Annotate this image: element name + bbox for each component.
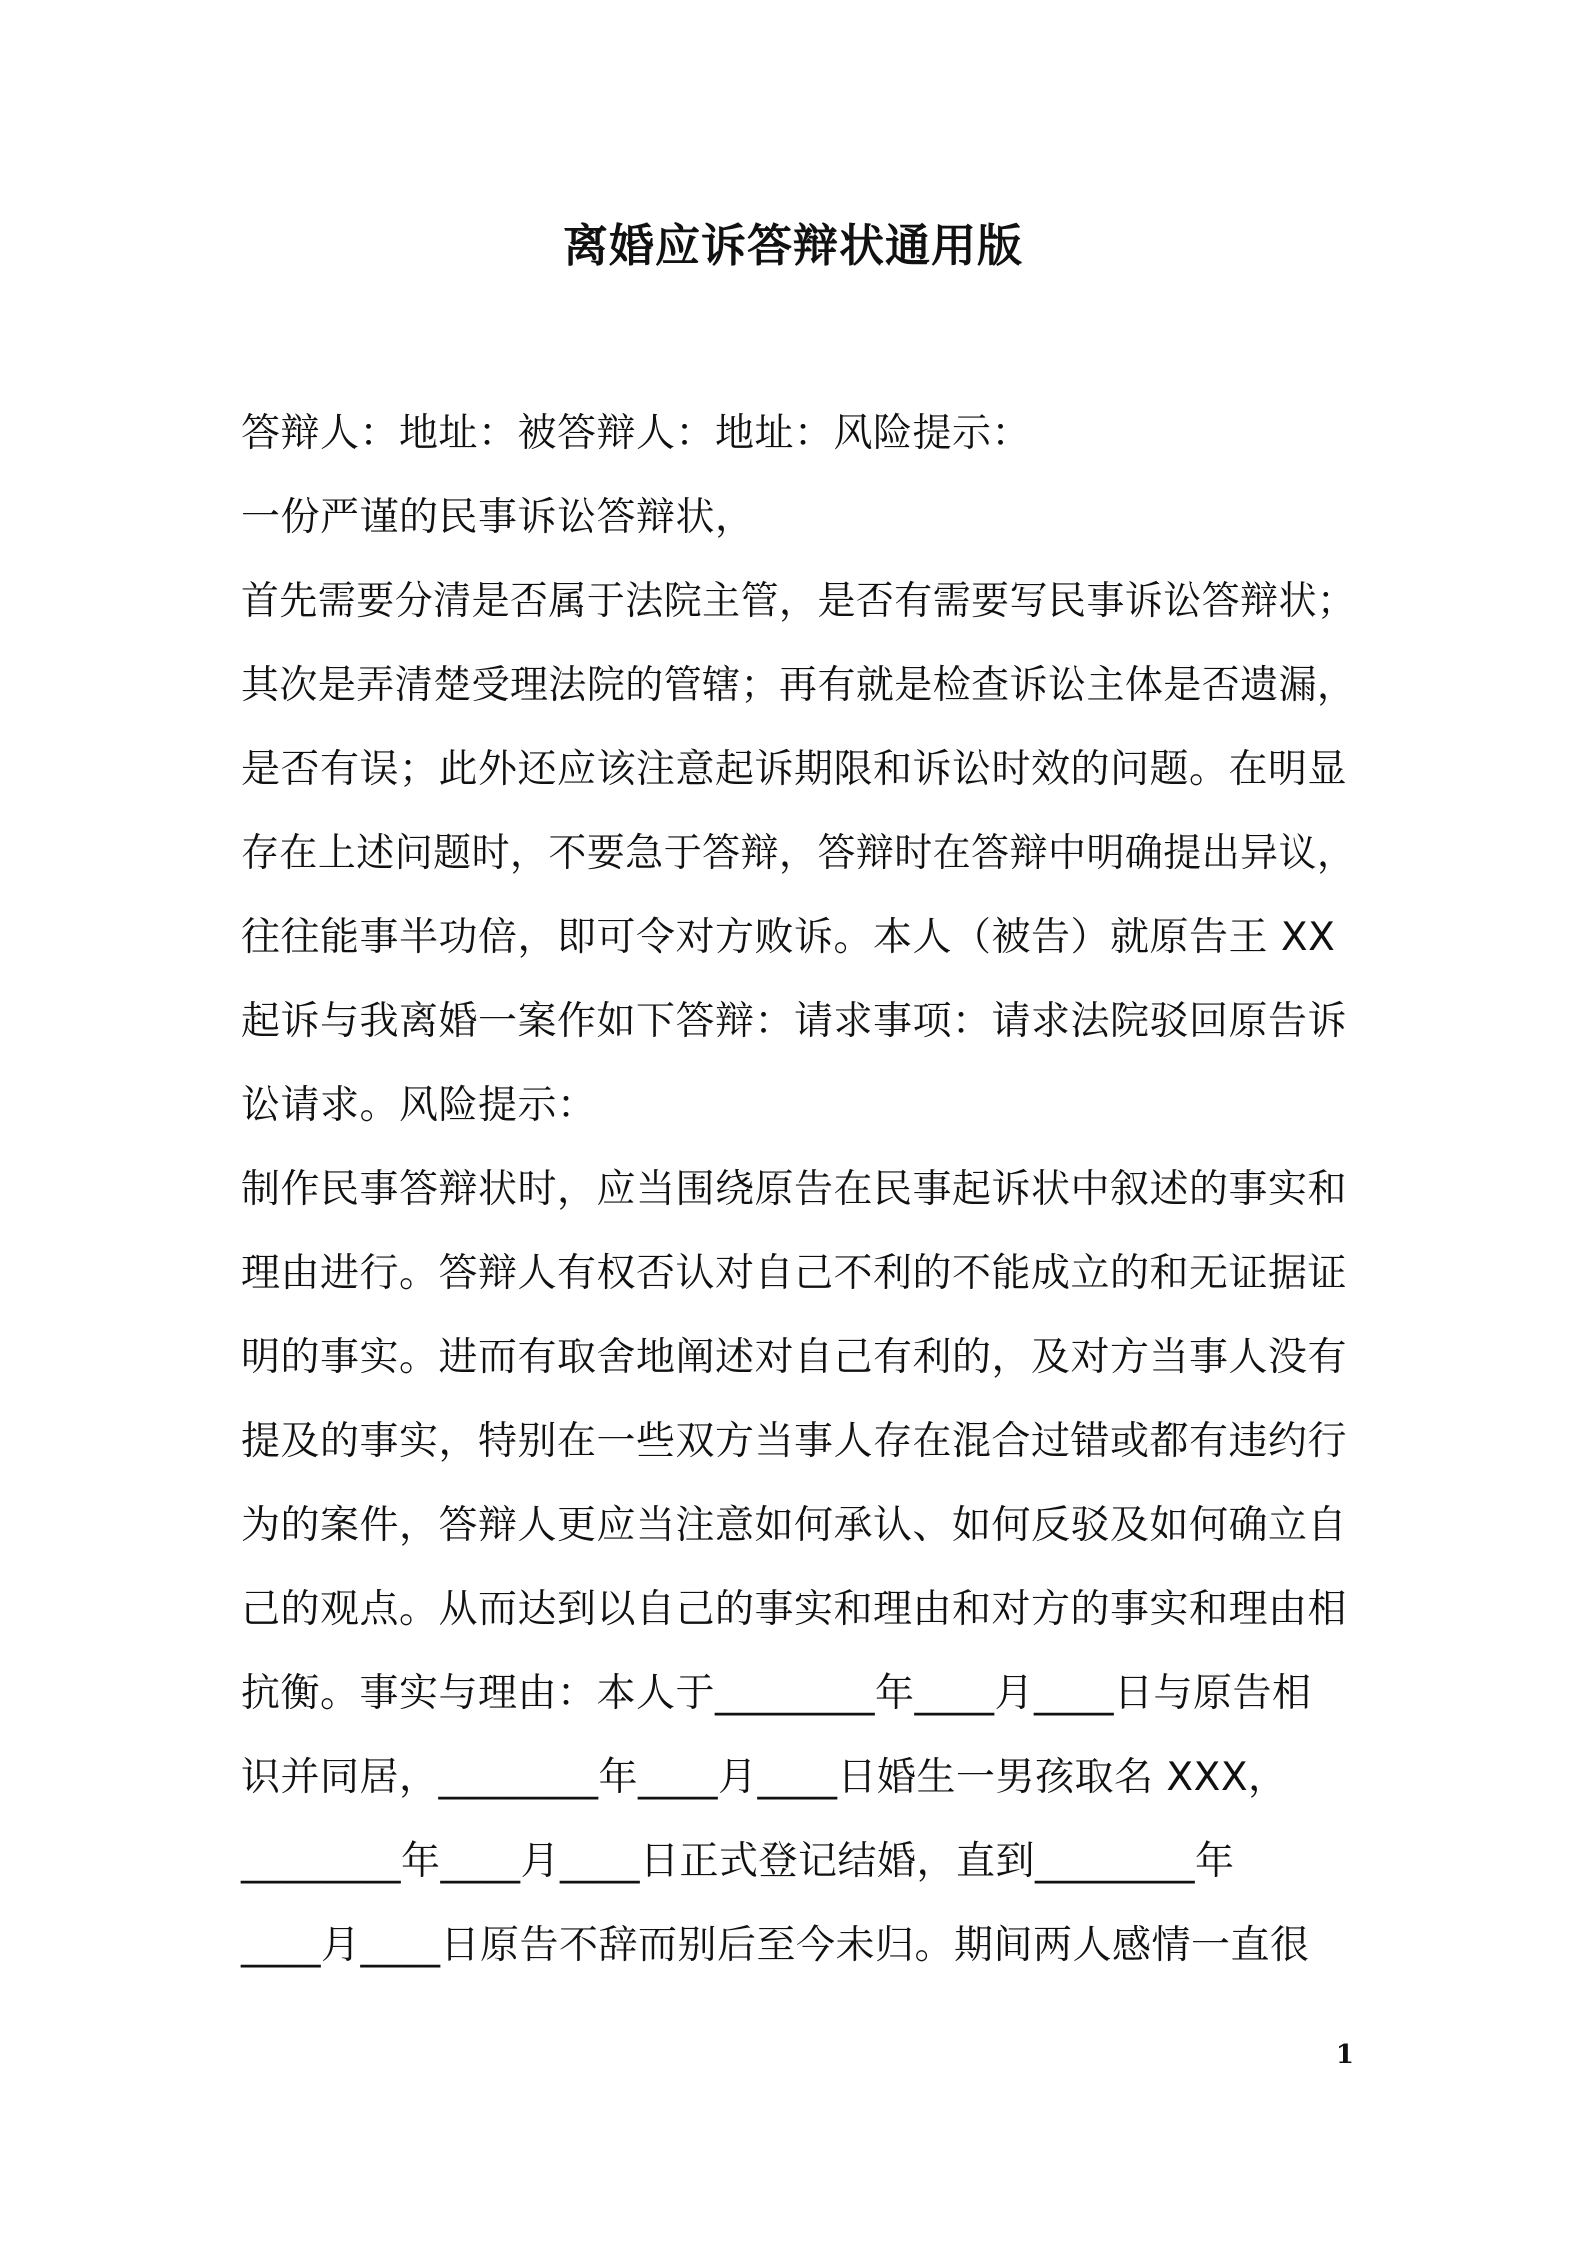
body-line-18: ________年____月____日正式登记结婚，直到________年: [241, 1839, 1235, 1884]
body-line-12: 明的事实。进而有取舍地阐述对自己有利的，及对方当事人没有: [241, 1335, 1348, 1380]
body-line-8: 起诉与我离婚一案作如下答辩：请求事项：请求法院驳回原告诉: [241, 999, 1348, 1044]
body-line-16: 抗衡。事实与理由：本人于________年____月____日与原告相: [241, 1671, 1312, 1716]
body-line-17: 识并同居，________年____月____日婚生一男孩取名 XXX，: [241, 1755, 1288, 1800]
body-line-2: 一份严谨的民事诉讼答辩状，: [241, 495, 755, 540]
body-line-9: 讼请求。风险提示：: [241, 1083, 597, 1128]
body-line-7: 往往能事半功倍，即可令对方败诉。本人（被告）就原告王 XX: [241, 915, 1336, 960]
body-line-6: 存在上述问题时，不要急于答辩，答辩时在答辩中明确提出异议，: [241, 831, 1356, 876]
body-line-1: 答辩人：地址：被答辩人：地址：风险提示：: [241, 411, 1032, 456]
body-line-10: 制作民事答辩状时，应当围绕原告在民事起诉状中叙述的事实和: [241, 1167, 1348, 1212]
body-line-11: 理由进行。答辩人有权否认对自己不利的不能成立的和无证据证: [241, 1251, 1348, 1296]
page-number: 1: [1335, 2040, 1354, 2070]
body-line-3: 首先需要分清是否属于法院主管，是否有需要写民事诉讼答辩状；: [241, 579, 1356, 624]
body-line-19: ____月____日原告不辞而别后至今未归。期间两人感情一直很: [241, 1923, 1310, 1968]
body-line-13: 提及的事实，特别在一些双方当事人存在混合过错或都有违约行: [241, 1419, 1348, 1464]
body-line-5: 是否有误；此外还应该注意起诉期限和诉讼时效的问题。在明显: [241, 747, 1348, 792]
body-line-14: 为的案件，答辩人更应当注意如何承认、如何反驳及如何确立自: [241, 1503, 1348, 1548]
document-title: 离婚应诉答辩状通用版: [562, 219, 1023, 272]
body-line-4: 其次是弄清楚受理法院的管辖；再有就是检查诉讼主体是否遗漏，: [241, 663, 1356, 708]
body-line-15: 己的观点。从而达到以自己的事实和理由和对方的事实和理由相: [241, 1587, 1348, 1632]
